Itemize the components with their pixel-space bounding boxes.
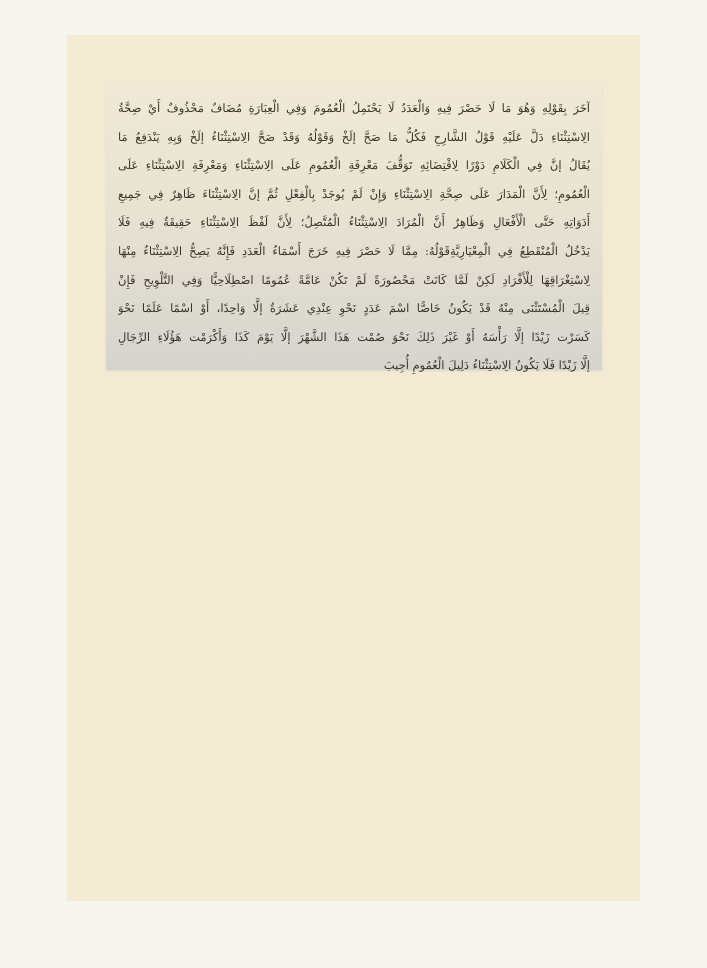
- text-line: الْعُمُومِ؛ لِأَنَّ الْمَدَارَ عَلَى صِحَّةِ الِاسْتِثْنَاءِ وَإِنْ لَمْ يُوجَدْ بِالْفِعْلِ ثُمَّ إنَّ الِاسْتِثْنَاءَ ظَاهِرٌ فِي جَمِيعِ: [118, 186, 590, 201]
- text-line: يَدْخُلُ الْمُنْقَطِعُ فِي الْمِعْيَارِيَّةِقَوْلُهُ: مِمَّا لَا حَصْرَ فِيهِ خَرَجَ أَسْمَاءُ الْعَدَدِ فَإِنَّهُ يَصِحُّ الِاسْتِثْنَاءُ مِنْهَا: [118, 243, 590, 258]
- text-line: آخَرَ بِقَوْلِهِ وَهُوَ مَا لَا حَصْرَ فِيهِ وَالْعَدَدُ لَا يَحْتَمِلُ الْعُمُومَ وَفِي الْعِبَارَةِ مُضَافٌ مَحْذُوفٌ أَيْ صِحَّةُ: [118, 101, 590, 115]
- text-passage: [106, 86, 602, 373]
- text-line: أَدَوَاتِهِ حَتَّى الْأَفْعَالِ وَظَاهِرٌ أَنَّ الْمُرَادَ الِاسْتِثْنَاءُ الْمُتَّصِلُ؛ لِأَنَّ لَفْظَ الِاسْتِثْنَاءِ حَقِيقَةٌ فِيهِ فَلَا: [118, 215, 590, 230]
- text-line: إلَّا زَيْدًا فَلَا يَكُونُ الِاسْتِثْنَاءُ دَلِيلَ الْعُمُومِ أُجِيبَ: [383, 358, 590, 373]
- text-line: الِاسْتِثْنَاءِ دَلَّ عَلَيْهِ قَوْلُ الشَّارِحِ فَكُلُّ مَا صَحَّ إلَخْ وَقَوْلُهُ وَقَدْ صَحَّ الِاسْتِثْنَاءُ إلَخْ وَبِهِ يَنْدَفِعُ مَا: [118, 129, 590, 144]
- text-line: كَسَرْت زَيْدًا إلَّا رَأْسَهُ أَوْ غَيْرَ ذَلِكَ نَحْوَ صُمْت هَذَا الشَّهْرَ إلَّا يَوْمَ كَذَا وَأَكْرَمْت هَؤُلَاءِ الرِّجَالِ: [118, 329, 590, 344]
- text-line: قِيلَ الْمُسْتَثْنَى مِنْهُ قَدْ يَكُونُ خَاصًّا اسْمَ عَدَدٍ نَحْوِ عِنْدِي عَشَرَةٌ إلَّا وَاحِدًا، أَوْ اسْمًا عَلَمًا نَحْوَ: [118, 301, 590, 316]
- text-line: لِاسْتِغْرَاقِهَا لِلْأَفْرَادِ لَكِنْ لَمَّا كَانَتْ مَحْصُورَةً لَمْ تَكُنْ عَامَّةً عُمُومًا اصْطِلَاحِيًّا وَفِي التَّلْوِيحِ فَإِنْ: [118, 272, 590, 287]
- text-line: يُقَالُ إنَّ فِي الْكَلَامِ دَوْرًا لِاقْتِضَائِهِ تَوَقُّفَ مَعْرِفَةِ الْعُمُومِ عَلَى الِاسْتِثْنَاءِ وَمَعْرِفَةِ الِاسْتِثْنَاءِ عَلَى: [118, 158, 590, 173]
